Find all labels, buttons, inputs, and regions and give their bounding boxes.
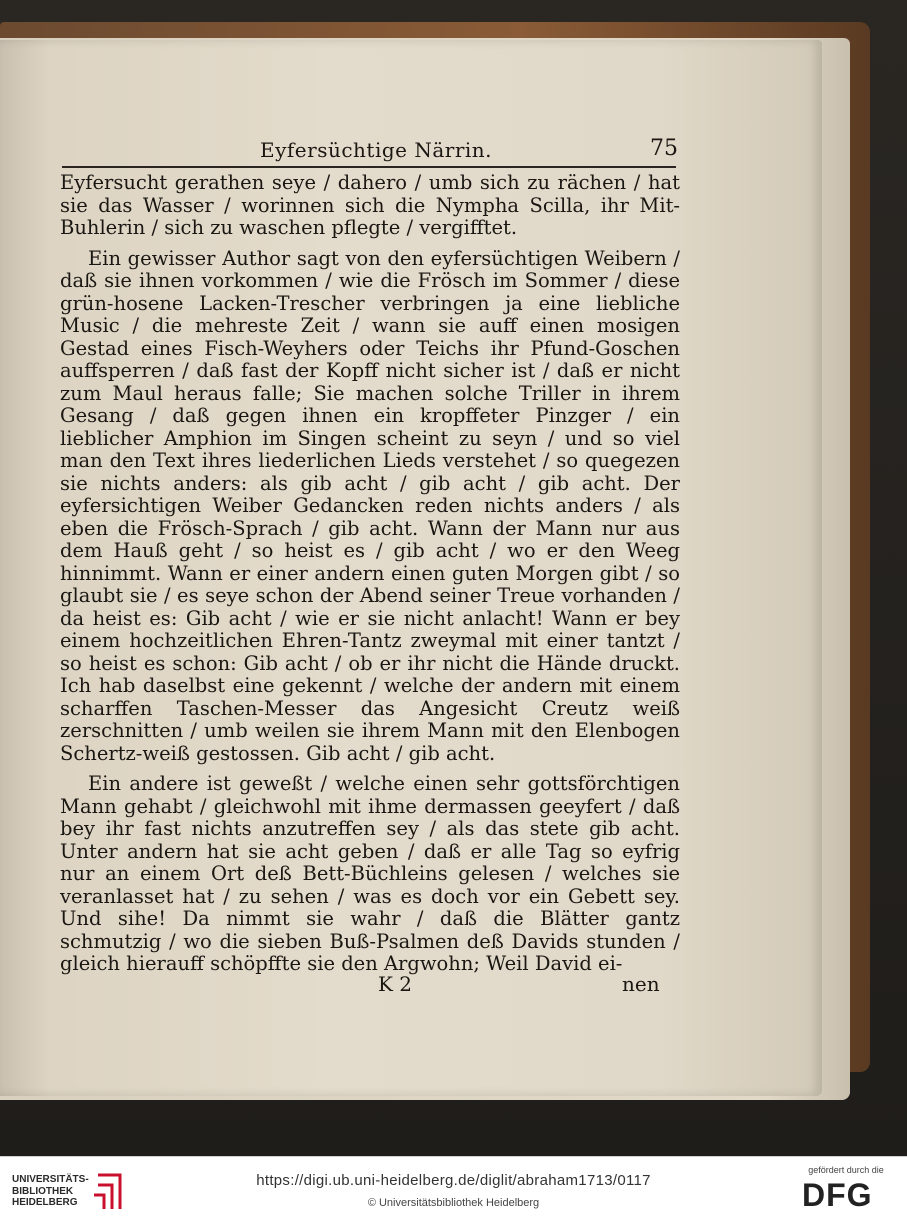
page-number: 75 — [650, 136, 678, 161]
logo-text: UNIVERSITÄTS- BIBLIOTHEK HEIDELBERG — [12, 1174, 89, 1208]
catchword: nen — [622, 972, 660, 996]
copyright-notice: © Universitätsbibliothek Heidelberg — [367, 1197, 540, 1209]
header-rule — [62, 166, 676, 168]
signature-mark: K 2 — [378, 972, 413, 996]
permalink-url[interactable]: https://digi.ub.uni-heidelberg.de/diglit/abraham1713/0117 — [256, 1172, 651, 1189]
paragraph: Eyfersucht gerathen seye / dahero / umb sich zu rächen / hat sie das Wasser / worinnen sich die Nympha Scilla, ihr Mit-Buhlerin / sich zu waschen pflegte / vergifftet. — [60, 171, 680, 239]
body-text — [60, 172, 680, 976]
running-head — [60, 132, 680, 168]
running-title: Eyfersüchtige Närrin. — [260, 138, 493, 162]
dfg-logo[interactable] — [796, 1165, 896, 1215]
viewer-footer — [0, 1156, 907, 1222]
paragraph: Ein andere ist geweßt / welche einen sehr gottsförchtigen Mann gehabt / gleichwohl mit ihme dermassen geeyfert / daß bey ihr fast nichts anzutreffen sey / als das stete gib acht. Unter andern hat sie acht geben / daß er alle Tag so eyfrig nur an einem Ort deß Bett-Büchleins gelesen / welches sie veranlasset hat / zu sehen / was es doch vor ein Gebett sey. Und sihe! Da nimmt sie wahr / daß die Blätter gantz schmutzig / wo die sieben Buß-Psalmen deß Davids stunden / gleich hierauff schöpffte sie den Argwohn; Weil David ei- — [60, 772, 680, 975]
dfg-wordmark: DFG — [802, 1177, 873, 1213]
paragraph: Ein gewisser Author sagt von den eyfersüchtigen Weibern / daß sie ihnen vorkommen / wie die Frösch im Sommer / diese grün-hosene Lacken-Trescher verbringen ja eine liebliche Music / die mehreste Zeit / wann sie auff einen mosigen Gestad eines Fisch-Weyhers oder Teichs ihr Pfund-Goschen auffsperren / daß fast der Kopff nicht sicher ist / daß er nicht zum Maul heraus falle; Sie machen solche Triller in ihrem Gesang / daß gegen ihnen ein kropffeter Pinzger / ein lieblicher Amphion im Singen scheint zu seyn / und so viel man den Text ihres liederlichen Lieds verstehet / so quegezen sie nichts anders: als gib acht / gib acht / gib acht. Der eyfersichtigen Weiber Gedancken reden nichts anders / als eben die Frösch-Sprach / gib acht. Wann der Mann nur aus dem Hauß geht / so heist es / gib acht / wo er den Weeg hinnimmt. Wann er einer andern einen guten Morgen gibt / so glaubt sie / es seye schon der Abend seiner Treue vorhanden / da heist es: Gib acht / wie er sie nicht anlacht! Wann er bey einem hochzeitlichen Ehren-Tantz zweymal mit einer tantzt / so heist es schon: Gib acht / ob er ihr nicht die Hände druckt. Ich hab daselbst eine gekennt / welche der andern mit einem scharffen Taschen-Messer das Angesicht Creutz weiß zerschnitten / umb weilen sie ihrem Mann mit den Elenbogen Schertz-weiß gestossen. Gib acht / gib acht. — [60, 246, 680, 765]
dfg-caption: gefördert durch die — [808, 1165, 884, 1175]
